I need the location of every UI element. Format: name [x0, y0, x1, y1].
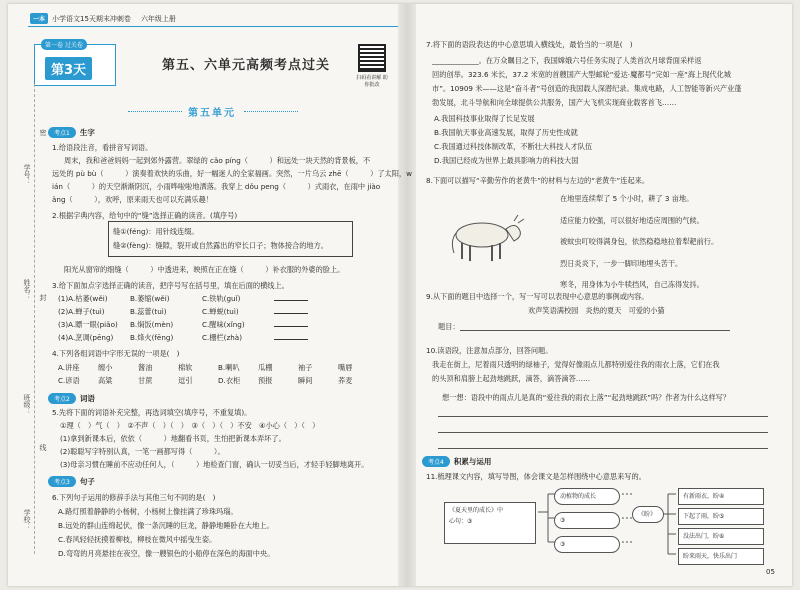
q2-dictionary-box [108, 221, 353, 257]
q9-choices: 欢声笑语满校园 炎热的夏天 可爱的小猫 [528, 306, 665, 315]
q2-sentence: 阳光从窗帘的细缝（ ）中透进来，映照在正在缝（ ）补衣服的外婆的脸上。 [64, 265, 345, 274]
side-label-name: 姓名： [23, 279, 31, 300]
q10-answer-line[interactable] [438, 448, 768, 449]
q3-option: (4)A.烹调(pēnɡ) [58, 333, 114, 342]
section-2-pill: 考点2 [48, 393, 76, 404]
q6-option: C.春风轻轻抚摸着柳枝，柳枝在微风中摇曳生姿。 [58, 535, 217, 544]
q3-option: C.栅栏(zhà) [202, 333, 243, 342]
side-cut-2: 封 [39, 294, 47, 301]
q11-title: 11.梳理课文内容，填写导图，体会课文是怎样围绕中心意思来写的。 [426, 472, 646, 481]
q2-box-line: 缝①(fénɡ)：用针线连缀。 [113, 227, 199, 236]
section-2-name: 词语 [79, 394, 95, 403]
q10-para-line: 的头顶和肩膀上起劲地跳跃，滴答，滴答滴答…… [432, 374, 591, 383]
q6-title: 6.下列句子运用的修辞手法与其他三句不同的是( ) [52, 493, 216, 502]
side-label-class: 班级： [23, 394, 31, 415]
q7-option[interactable]: B.我国航天事业高速发展，取得了历史性成就 [434, 128, 578, 137]
map-right-2[interactable]: 下起了雨，盼⑤ [678, 508, 764, 525]
section-3-name: 句子 [79, 477, 95, 486]
q4-word: 瓜棚 [258, 363, 273, 372]
q3-option: B.萎缩(wěi) [130, 294, 170, 303]
q10-answer-line[interactable] [438, 416, 768, 417]
q4-word: 逗引 [178, 376, 193, 385]
q3-answer-blank[interactable] [274, 318, 332, 331]
q4-word: 瞬间 [298, 376, 313, 385]
q8-material[interactable]: 被蚊虫叮咬得满身包，依然稳稳地拉着犁耙前行。 [560, 237, 719, 246]
map-branch-3[interactable]: ③ [554, 536, 620, 553]
unit-title: 第五单元 [188, 108, 236, 119]
q1-line: 远处的 pù bù（ ）演奏着欢快的乐曲，好一幅迷人的全家福画。突然，一片乌云 zhē（ ）了太阳，w [52, 169, 412, 178]
qr-code-icon[interactable] [358, 44, 386, 72]
q10-question: 想一想：语段中的雨点儿是真的“爱往我的雨衣上落”“起劲地跳跃”吗？作者为什么这样写？ [442, 393, 731, 402]
grade-label: 六年级上册 [140, 14, 176, 23]
q3-options [58, 292, 332, 344]
map-right-4: 盼来雨天，快乐出门 [678, 548, 764, 565]
q1-title: 1.给语段注音，看拼音写词语。 [52, 143, 153, 152]
page-title: 第五、六单元高频考点过关 [162, 58, 331, 73]
page-number: 05 [766, 568, 775, 576]
q1-line: ǎnɡ（ ），欢呼，原来雨天也可以充满乐趣！ [52, 195, 213, 204]
q9-answer-line[interactable] [460, 330, 730, 331]
q4-word: 高粱 [98, 376, 113, 385]
q4-word: 棉软 [178, 363, 193, 372]
map-root-label: 《夏天里的成长》中 [449, 507, 504, 514]
q10-answer-line[interactable] [438, 432, 768, 433]
q4-word: 缠小 [98, 363, 113, 372]
q4-word: 荞麦 [338, 376, 353, 385]
q7-option[interactable]: D.我国已经成为世界上最具影响力的科技大国 [434, 156, 579, 165]
q4-word: 袖子 [298, 363, 313, 372]
q7-paragraph [432, 54, 741, 110]
q8-material[interactable]: 适应能力较强，可以很好地适应周围的气候。 [560, 215, 704, 225]
q7-para-line: _____________。在万众瞩目之下，我国嫦娥六号任务实现了人类首次月球背面采样返 [432, 56, 702, 65]
q2-box-line: 缝②(fènɡ)：缝隙，裂开或自然露出的窄长口子；物体接合的地方。 [113, 241, 328, 250]
unit-divider-right [244, 111, 298, 112]
q3-answer-blank[interactable] [274, 305, 332, 318]
day-label: 第一卷 过关卷 [41, 39, 87, 50]
header [30, 13, 176, 24]
q6-option: B.远处的群山连绵起伏，像一条沉睡的巨龙，静静地睡卧在大地上。 [58, 521, 274, 530]
q4-title: 4.下列各组词语中字形无误的一项是( ) [52, 349, 180, 358]
q4-word: 预报 [258, 376, 273, 385]
q2-title: 2.根据字典内容，给句中的“缝”选择正确的读音。(填序号) [52, 211, 238, 220]
q3-option: (3)A.瞟一眼(piǎo) [58, 320, 118, 329]
header-rule [28, 26, 398, 27]
q3-option: B.蕊蕾(tuì) [130, 307, 167, 316]
day-number: 第3天 [45, 57, 92, 80]
workbook-page [8, 4, 792, 586]
q4-word: C.谚语 [58, 376, 80, 385]
map-root-box [444, 502, 536, 544]
q6-option: A.路灯照着静静的小杨树，小杨树上像挂满了珍珠玛瑙。 [58, 507, 238, 516]
q7-para-line: 回的创举。323.6 米长，37.2 米宽的首艘国产大型邮轮“爱达·魔都号”完如一座“海上现代化城 [432, 70, 731, 79]
q8-title: 8.下面可以描写“辛勤劳作的老黄牛”的材料与左边的“老黄牛”连起来。 [426, 176, 650, 185]
q4-word: A.讲座 [58, 363, 80, 372]
ox-illustration-icon [444, 209, 526, 265]
q4-word: B.喇叭 [218, 363, 240, 372]
map-center-sentence[interactable]: 心句：③ [449, 518, 473, 525]
side-cut-3: 线 [39, 444, 47, 451]
q8-material[interactable]: 寒冬，用身体为小牛犊挡风，自己冻得发抖。 [560, 280, 704, 289]
q5-words: ①理（ ）气（ ） ②不声（ ）（ ） ③（ ）（ ）不安 ④小心（ ）（ ） [60, 421, 320, 430]
q5-sentence: (2)聪聪写字特别认真，一笔一画都写得（ ）。 [60, 447, 225, 456]
q10-paragraph [432, 358, 720, 386]
q10-para-line: 我走在街上，尼着雨只透明的绿袖子，觉得好像雨点儿都特别爱往我的雨衣上落，它们在我 [432, 360, 720, 369]
q3-answer-blank[interactable] [274, 292, 332, 305]
page-spine [398, 4, 416, 586]
map-title-2: 《盼》 [632, 506, 664, 523]
q7-para-line: 勃发展，北斗导航和向全球提供公共服务，国产大飞机实现商业载客首飞…… [432, 98, 677, 107]
section-4-name: 积累与运用 [453, 457, 492, 466]
section-4 [422, 456, 491, 467]
q5-title: 5.先将下面的词语补充完整，再选词填空(填序号，不重复填)。 [52, 408, 252, 417]
map-right-3[interactable]: 没法出门，盼⑥ [678, 528, 764, 545]
q8-material[interactable]: 烈日炎炎下，一步一脚印地埋头苦干。 [560, 258, 683, 268]
q4-word: 甘蔗 [138, 376, 153, 385]
binding-dash-line [34, 84, 35, 554]
section-1 [48, 127, 95, 138]
q1-line: 周末，我和爸爸妈妈一起到郊外露营。翠绿的 cǎo pínɡ（ ）和远处一块天然的背景板，不 [64, 156, 371, 165]
qr-caption: 扫码看讲解 助你批改 [356, 75, 388, 88]
q3-option: C.铁轨(guǐ) [202, 294, 241, 303]
q9-title: 9.从下面的题目中选择一个，写一写可以表现中心意思的事例或内容。 [426, 292, 649, 301]
section-3 [48, 476, 95, 487]
q3-option: B.焖饭(mèn) [130, 320, 174, 329]
q4-options [58, 361, 378, 387]
q10-title: 10.读语段，注意加点部分，回答问题。 [426, 346, 553, 355]
section-1-name: 生字 [79, 128, 95, 137]
section-2 [48, 393, 95, 404]
q3-answer-blank[interactable] [274, 331, 332, 344]
q5-sentence: (1)拿到新课本后，依依（ ）地翻看书页，生怕把新课本弄坏了。 [60, 434, 286, 443]
q4-word: 酱油 [138, 363, 153, 372]
section-3-pill: 考点3 [48, 476, 76, 487]
side-label-id: 学号： [23, 164, 31, 185]
q3-title: 3.给下面加点字选择正确的读音，把序号写在括号里，填在后面的横线上。 [52, 281, 289, 290]
section-4-pill: 考点4 [422, 456, 450, 467]
unit-divider-left [128, 111, 182, 112]
q3-option: (2)A.蝉子(tuì) [58, 307, 105, 316]
series-title: 小学语文15天期末冲刺卷 [52, 14, 131, 23]
map-branch-2[interactable]: ③ [554, 512, 620, 529]
q7-option[interactable]: A.我国科技事业取得了长足发展 [434, 114, 535, 123]
side-label-school: 学校： [23, 509, 31, 530]
q4-word: 嘴唇 [338, 363, 353, 372]
q6-option: D.弯弯的月亮悬挂在夜空，像一艘银色的小船停在深色的海面中央。 [58, 549, 275, 558]
q8-material-list [560, 188, 718, 296]
section-1-pill: 考点1 [48, 127, 76, 138]
q9-label: 题目： [438, 322, 460, 331]
q7-options [434, 112, 592, 168]
q5-sentence: (3)母亲习惯在睡前不应动任何人，（ ）地检查门窗，确认一切妥当后，才轻手轻脚地离开。 [60, 460, 369, 469]
day-box [34, 44, 116, 86]
side-cut-1: 密 [39, 129, 47, 136]
q1-line: ián（ ）的天空渐渐阴沉，小雨哗啦啦地洒落。我穿上 dǒu penɡ（ ）式雨衣，在雨中 jiào [52, 182, 381, 191]
brand-logo: 一本 [30, 13, 48, 24]
q7-para-line: 市”。10909 米——这是“奋斗者”号创造的我国载人深潜纪录。集成电路，人工智能等新兴产业蓬 [432, 84, 742, 93]
q4-word: D.衣柜 [218, 376, 241, 385]
q3-option: C.蝉蜕(tuì) [202, 307, 239, 316]
q8-material[interactable]: 在地里连续犁了 5 个小时，耕了 3 亩地。 [560, 194, 694, 203]
q7-title: 7.将下面的语段表达的中心意思填入横线处，最恰当的一项是( ) [426, 40, 633, 49]
q7-option[interactable]: C.我国通过科技体制改革，不断壮大科技人才队伍 [434, 142, 593, 151]
map-right-1[interactable]: 有新雨衣，盼④ [678, 488, 764, 505]
q3-option: B.烽火(fēnɡ) [130, 333, 174, 342]
q3-option: C.醒味(xǐnɡ) [202, 320, 245, 329]
map-branch-1: 动植物的成长 [554, 488, 620, 505]
q3-option: (1)A.枯萎(wěi) [58, 294, 108, 303]
